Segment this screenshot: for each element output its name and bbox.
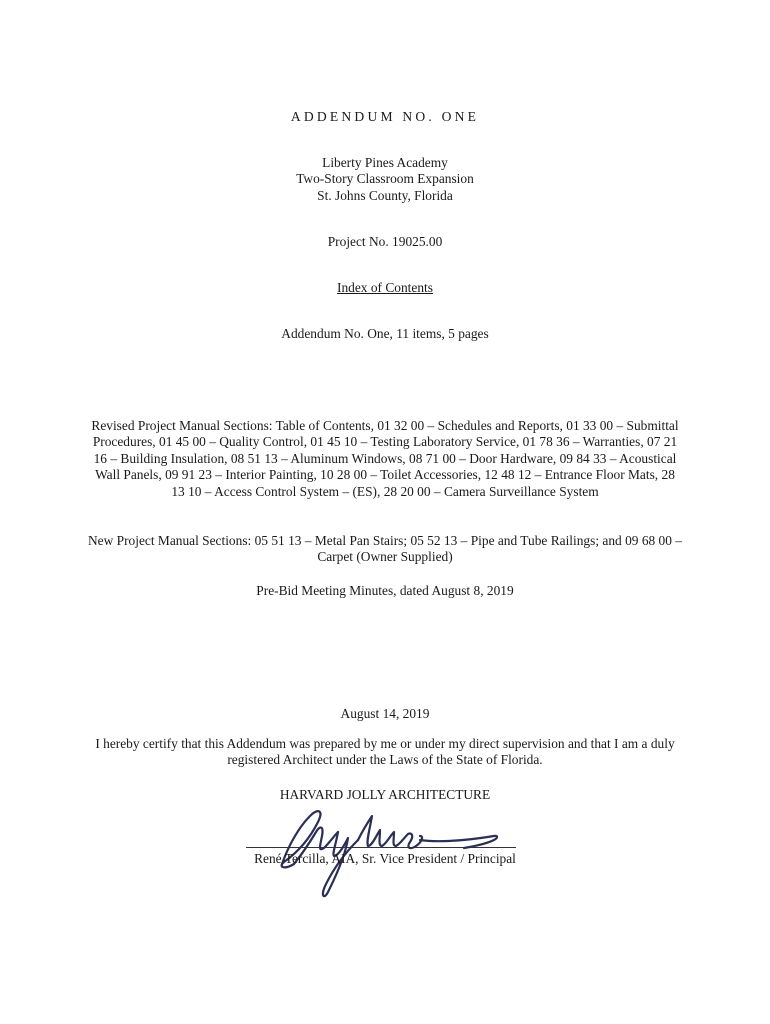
addendum-title: ADDENDUM NO. ONE xyxy=(290,109,480,124)
certification-paragraph: I hereby certify that this Addendum was prepared by me or under my direct supervision and that I am a duly registered Architect under the Laws of the State of Florida. xyxy=(95,736,675,768)
revised-sections-paragraph: Revised Project Manual Sections: Table of Contents, 01 32 00 – Schedules and Reports, 01 33 00 – Submittal Procedures, 01 45 00 – Quality Control, 01 45 10 – Testing Laboratory Service, 01 78 36 – Warranties, 07 21 16 – Building Insulation, 08 51 13 – Aluminum Windows, 08 71 00 – Door Hardware, 09 84 33 – Acoustical Wall Panels, 09 91 23 – Interior Painting, 10 28 00 – Toilet Accessories, 12 48 12 – Entrance Floor Mats, 28 13 10 – Access Control System – (ES), 28 20 00 – Camera Surveillance System xyxy=(91,418,679,499)
project-location: St. Johns County, Florida xyxy=(317,188,453,203)
firm-name: HARVARD JOLLY ARCHITECTURE xyxy=(279,787,491,802)
meeting-minutes: Pre-Bid Meeting Minutes, dated August 8, 2019 xyxy=(256,583,514,598)
index-heading: Index of Contents xyxy=(337,280,433,295)
project-number: Project No. 19025.00 xyxy=(327,234,443,249)
project-name: Liberty Pines Academy xyxy=(322,155,448,170)
handwritten-signature xyxy=(258,792,508,902)
project-description: Two-Story Classroom Expansion xyxy=(296,171,474,186)
new-sections-paragraph: New Project Manual Sections: 05 51 13 – Metal Pan Stairs; 05 52 13 – Pipe and Tube Railings; and 09 68 00 – Carpet (Owner Supplied) xyxy=(88,533,682,565)
addendum-date: August 14, 2019 xyxy=(340,706,430,721)
signatory-name: René Tercilla, AIA, Sr. Vice President / Principal xyxy=(254,851,516,866)
addendum-summary: Addendum No. One, 11 items, 5 pages xyxy=(281,326,489,341)
